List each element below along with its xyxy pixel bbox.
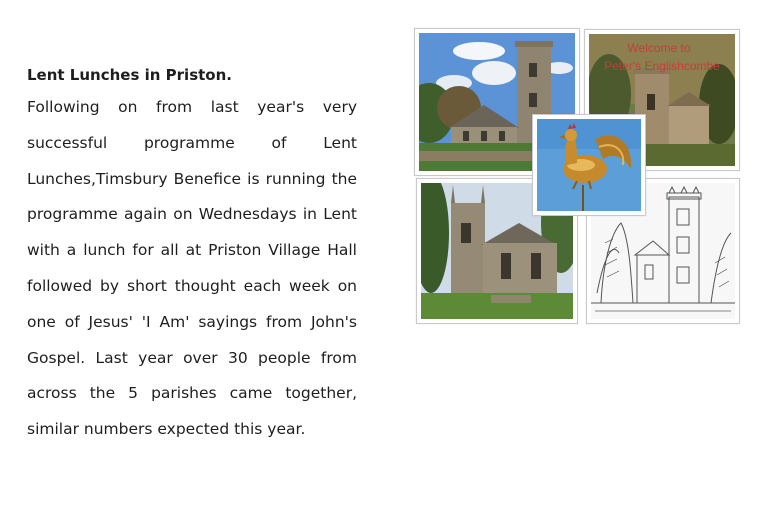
welcome-caption-line2: Peter's Englishcombe: [604, 59, 720, 73]
welcome-caption-line1: Welcome to: [627, 41, 691, 55]
photo-collage: [412, 26, 742, 326]
weathercock-photo: [532, 114, 646, 216]
article-title: Lent Lunches in Priston.: [27, 66, 232, 84]
article: [27, 62, 357, 448]
article-body: Following on from last year's very successful programme of Lent Lunches,Timsbury Benefice is running the programme again on Wednesdays in Lent with a lunch for all at Priston Village Hall followed by short thought each week on one of Jesus' 'I Am' sayings from John's Gospel. Last year over 30 people from across the 5 parishes came together, similar numbers expected this year.: [27, 98, 357, 439]
